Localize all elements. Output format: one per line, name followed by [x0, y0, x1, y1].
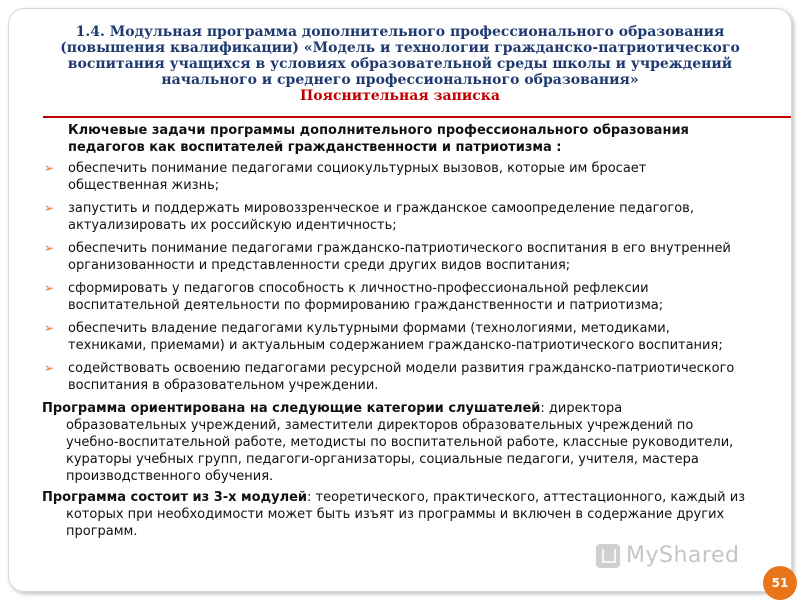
- watermark-text: MyShared: [626, 543, 740, 568]
- slide-body: [42, 122, 747, 540]
- task-text: запустить и поддержать мировоззренческое и гражданское самоопределение педагогов, актуализировать их российскую идентичность;: [68, 201, 694, 233]
- audience-text: : директора образовательных учреждений, заместители директоров образовательных учреждений по учебно-воспитательной работе, методисты по воспитательной работе, классные руководители, кураторы учебных групп, педагоги-организаторы, социальные педагоги, учителя, мастера производственного обучения.: [66, 401, 734, 484]
- modules-text: : теоретического, практического, аттестационного, каждый из которых при необходимости может быть изъят из программы и включен в содержание других программ.: [66, 490, 746, 539]
- task-text: обеспечить понимание педагогами социокультурных вызовов, которые им бросает общественная жизнь;: [68, 161, 647, 193]
- arrow-bullet-icon: ➢: [44, 201, 55, 215]
- list-item: [42, 280, 747, 314]
- modules-paragraph: [42, 489, 747, 540]
- title-line-1: 1.4. Модульная программа дополнительного профессионального образования: [75, 24, 725, 40]
- audience-paragraph: [42, 400, 747, 485]
- list-item: [42, 160, 747, 194]
- title-line-4: начального и среднего профессионального образования»: [161, 72, 639, 88]
- list-item: [42, 240, 747, 274]
- title-line-3: воспитания учащихся в условиях образовательной среды школы и учреждений: [67, 56, 733, 72]
- header-divider: [43, 116, 791, 118]
- task-text: содействовать освоению педагогами ресурсной модели развития гражданско-патриотического воспитания в образовательном учреждении.: [68, 361, 735, 393]
- slide-header: [40, 24, 760, 104]
- key-tasks-heading: Ключевые задачи программы дополнительного профессионального образования педагогов как воспитателей гражданственности и патриотизма :: [68, 123, 689, 155]
- arrow-bullet-icon: ➢: [44, 321, 55, 335]
- audience-label: Программа ориентирована на следующие категории слушателей: [42, 401, 541, 416]
- arrow-bullet-icon: ➢: [44, 361, 55, 375]
- slide-subtitle: Пояснительная записка: [300, 88, 500, 104]
- arrow-bullet-icon: ➢: [44, 241, 55, 255]
- list-item: [42, 360, 747, 394]
- task-list: [42, 160, 747, 394]
- arrow-bullet-icon: ➢: [44, 281, 55, 295]
- task-text: сформировать у педагогов способность к личностно-профессиональной рефлексии воспитательной деятельности по формированию гражданственности и патриотизма;: [68, 281, 664, 313]
- watermark: [596, 543, 739, 568]
- modules-label: Программа состоит из 3-х модулей: [42, 490, 308, 505]
- task-text: обеспечить понимание педагогами гражданско-патриотического воспитания в его внутренней организованности и представленности среди других видов воспитания;: [68, 241, 731, 273]
- arrow-bullet-icon: ➢: [44, 161, 55, 175]
- title-line-2: (повышения квалификации) «Модель и технологии гражданско-патриотического: [60, 40, 740, 56]
- task-text: обеспечить владение педагогами культурными формами (технологиями, методиками, техниками, приемами) и актуальным содержанием гражданско-патриотического воспитания;: [68, 321, 723, 353]
- list-item: [42, 320, 747, 354]
- watermark-logo-icon: [596, 544, 620, 568]
- list-item: [42, 200, 747, 234]
- page-number-badge: 51: [763, 566, 797, 600]
